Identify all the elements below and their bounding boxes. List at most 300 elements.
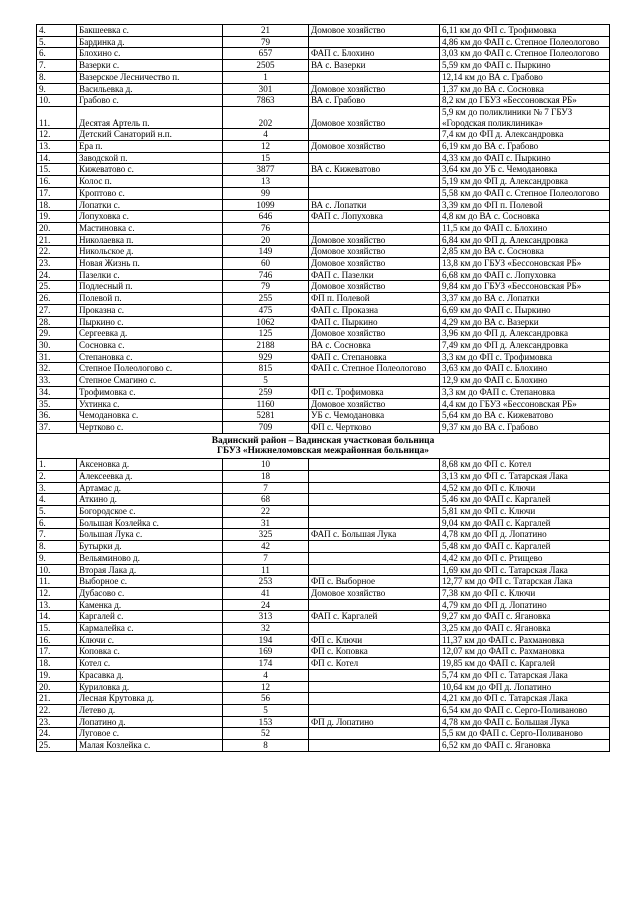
row-number-cell: 8. <box>37 541 77 553</box>
distance-cell: 7,38 км до ФП с. Ключи <box>440 587 610 599</box>
medical-facility-cell <box>309 623 440 635</box>
row-number-cell: 30. <box>37 339 77 351</box>
table-row <box>37 222 610 234</box>
table-row <box>37 258 610 270</box>
population-cell: 1099 <box>223 199 309 211</box>
row-number-cell: 27. <box>37 304 77 316</box>
settlement-name-cell: Сергеевка д. <box>77 328 223 340</box>
population-cell: 169 <box>223 646 309 658</box>
population-cell: 646 <box>223 211 309 223</box>
settlement-name-cell: Куриловка д. <box>77 681 223 693</box>
settlement-name-cell: Луговое с. <box>77 728 223 740</box>
settlement-name-cell: Трофимовка с. <box>77 386 223 398</box>
medical-facility-cell: ФП с. Ключи <box>309 634 440 646</box>
medical-facility-cell <box>309 36 440 48</box>
row-number-cell: 29. <box>37 328 77 340</box>
table-row <box>37 25 610 37</box>
table-row <box>37 681 610 693</box>
distance-cell: 2,85 км до ВА с. Сосновка <box>440 246 610 258</box>
population-cell: 56 <box>223 693 309 705</box>
settlement-name-cell: Богородское с. <box>77 506 223 518</box>
row-number-cell: 17. <box>37 646 77 658</box>
settlement-name-cell: Новая Жизнь п. <box>77 258 223 270</box>
population-cell: 52 <box>223 728 309 740</box>
settlement-name-cell: Детский Санаторий н.п. <box>77 129 223 141</box>
distance-cell: 5,19 км до ФП д. Александровка <box>440 176 610 188</box>
table-row <box>37 339 610 351</box>
row-number-cell: 25. <box>37 740 77 752</box>
distance-cell: 5,46 км до ФАП с. Каргалей <box>440 494 610 506</box>
table-row <box>37 716 610 728</box>
settlement-name-cell: Николаевка п. <box>77 234 223 246</box>
row-number-cell: 32. <box>37 363 77 375</box>
population-cell: 2188 <box>223 339 309 351</box>
settlement-name-cell: Артамас д. <box>77 482 223 494</box>
table-row <box>37 482 610 494</box>
settlement-name-cell: Заводской п. <box>77 152 223 164</box>
medical-facility-cell: ВА с. Кижеватово <box>309 164 440 176</box>
settlement-name-cell: Каргалей с. <box>77 611 223 623</box>
settlement-name-cell: Степановка с. <box>77 351 223 363</box>
distance-cell: 9,04 км до ФАП с. Каргалей <box>440 517 610 529</box>
medical-facility-cell: ФАП с. Блохино <box>309 48 440 60</box>
settlement-name-cell: Блохино с. <box>77 48 223 60</box>
distance-cell: 5,48 км до ФАП с. Каргалей <box>440 541 610 553</box>
row-number-cell: 31. <box>37 351 77 363</box>
row-number-cell: 4. <box>37 494 77 506</box>
population-cell: 153 <box>223 716 309 728</box>
medical-facility-cell: Домовое хозяйство <box>309 587 440 599</box>
settlements-table <box>36 24 610 752</box>
medical-facility-cell <box>309 517 440 529</box>
table-row <box>37 375 610 387</box>
population-cell: 22 <box>223 506 309 518</box>
settlement-name-cell: Летево д. <box>77 704 223 716</box>
distance-cell: 4,21 км до ФП с. Татарская Лака <box>440 693 610 705</box>
distance-cell: 3,96 км до ФП д. Александровка <box>440 328 610 340</box>
settlement-name-cell: Пазелки с. <box>77 269 223 281</box>
medical-facility-cell <box>309 681 440 693</box>
medical-facility-cell: Домовое хозяйство <box>309 141 440 153</box>
table-row <box>37 693 610 705</box>
medical-facility-cell: ФП с. Трофимовка <box>309 386 440 398</box>
table-row <box>37 281 610 293</box>
table-row <box>37 95 610 107</box>
population-cell: 259 <box>223 386 309 398</box>
settlement-name-cell: Ключи с. <box>77 634 223 646</box>
settlement-name-cell: Лопатино д. <box>77 716 223 728</box>
row-number-cell: 6. <box>37 48 77 60</box>
population-cell: 1062 <box>223 316 309 328</box>
row-number-cell: 10. <box>37 95 77 107</box>
medical-facility-cell <box>309 669 440 681</box>
population-cell: 709 <box>223 421 309 433</box>
population-cell: 76 <box>223 222 309 234</box>
population-cell: 79 <box>223 281 309 293</box>
medical-facility-cell: ВА с. Грабово <box>309 95 440 107</box>
population-cell: 301 <box>223 83 309 95</box>
row-number-cell: 24. <box>37 269 77 281</box>
row-number-cell: 12. <box>37 129 77 141</box>
distance-cell: 6,69 км до ФАП с. Пыркино <box>440 304 610 316</box>
distance-cell: 9,37 км до ВА с. Грабово <box>440 421 610 433</box>
settlement-name-cell: Колос п. <box>77 176 223 188</box>
population-cell: 68 <box>223 494 309 506</box>
medical-facility-cell <box>309 552 440 564</box>
medical-facility-cell <box>309 459 440 471</box>
table-row <box>37 421 610 433</box>
distance-cell: 4,33 км до ФАП с. Пыркино <box>440 152 610 164</box>
table-row <box>37 48 610 60</box>
row-number-cell: 7. <box>37 60 77 72</box>
table-row <box>37 506 610 518</box>
medical-facility-cell: ФАП с. Проказна <box>309 304 440 316</box>
medical-facility-cell: ФП с. Выборное <box>309 576 440 588</box>
distance-cell: 4,42 км до ФП с. Ртищево <box>440 552 610 564</box>
medical-facility-cell <box>309 704 440 716</box>
medical-facility-cell: ФАП с. Пазелки <box>309 269 440 281</box>
medical-facility-cell: ФАП с. Степное Полеологово <box>309 363 440 375</box>
settlement-name-cell: Алексеевка д. <box>77 470 223 482</box>
table-row <box>37 304 610 316</box>
population-cell: 21 <box>223 25 309 37</box>
settlement-name-cell: Проказна с. <box>77 304 223 316</box>
settlement-name-cell: Никольское д. <box>77 246 223 258</box>
distance-cell: 9,27 км до ФАП с. Ягановка <box>440 611 610 623</box>
settlement-name-cell: Вазерское Лесничество п. <box>77 71 223 83</box>
distance-cell: 4,8 км до ВА с. Сосновка <box>440 211 610 223</box>
row-number-cell: 20. <box>37 681 77 693</box>
population-cell: 15 <box>223 152 309 164</box>
settlement-name-cell: Красавка д. <box>77 669 223 681</box>
settlement-name-cell: Подлесный п. <box>77 281 223 293</box>
row-number-cell: 7. <box>37 529 77 541</box>
population-cell: 11 <box>223 564 309 576</box>
distance-cell: 5,74 км до ФП с. Татарская Лака <box>440 669 610 681</box>
medical-facility-cell: ВА с. Сосновка <box>309 339 440 351</box>
distance-cell: 4,29 км до ВА с. Вазерки <box>440 316 610 328</box>
population-cell: 2505 <box>223 60 309 72</box>
population-cell: 253 <box>223 576 309 588</box>
table-part-2 <box>37 459 610 752</box>
distance-cell: 3,3 км до ФАП с. Степановка <box>440 386 610 398</box>
settlement-name-cell: Кроптово с. <box>77 187 223 199</box>
population-cell: 929 <box>223 351 309 363</box>
medical-facility-cell <box>309 740 440 752</box>
row-number-cell: 13. <box>37 141 77 153</box>
population-cell: 313 <box>223 611 309 623</box>
settlement-name-cell: Лопуховка с. <box>77 211 223 223</box>
table-row <box>37 740 610 752</box>
medical-facility-cell: ФАП с. Большая Лука <box>309 529 440 541</box>
medical-facility-cell <box>309 71 440 83</box>
table-row <box>37 658 610 670</box>
row-number-cell: 18. <box>37 658 77 670</box>
population-cell: 99 <box>223 187 309 199</box>
distance-cell: 4,79 км до ФП д. Лопатино <box>440 599 610 611</box>
medical-facility-cell: ВА с. Вазерки <box>309 60 440 72</box>
table-row <box>37 71 610 83</box>
table-row <box>37 552 610 564</box>
medical-facility-cell <box>309 506 440 518</box>
distance-cell: 11,37 км до ФАП с. Рахмановка <box>440 634 610 646</box>
population-cell: 657 <box>223 48 309 60</box>
table-row <box>37 60 610 72</box>
settlement-name-cell: Коповка с. <box>77 646 223 658</box>
table-row <box>37 623 610 635</box>
table-row <box>37 293 610 305</box>
table-row <box>37 83 610 95</box>
distance-cell: 9,84 км до ГБУЗ «Бессоновская РБ» <box>440 281 610 293</box>
settlement-name-cell: Малая Козлейка с. <box>77 740 223 752</box>
population-cell: 1160 <box>223 398 309 410</box>
distance-cell: 5,59 км до ФАП с. Пыркино <box>440 60 610 72</box>
medical-facility-cell: Домовое хозяйство <box>309 25 440 37</box>
medical-facility-cell: Домовое хозяйство <box>309 398 440 410</box>
table-row <box>37 36 610 48</box>
medical-facility-cell <box>309 129 440 141</box>
table-row <box>37 576 610 588</box>
distance-cell: 6,54 км до ФАП с. Серго-Поливаново <box>440 704 610 716</box>
row-number-cell: 24. <box>37 728 77 740</box>
settlement-name-cell: Степное Полеологово с. <box>77 363 223 375</box>
medical-facility-cell: Домовое хозяйство <box>309 106 440 128</box>
population-cell: 5 <box>223 704 309 716</box>
distance-cell: 6,84 км до ФП д. Александровка <box>440 234 610 246</box>
population-cell: 7 <box>223 552 309 564</box>
table-row <box>37 269 610 281</box>
table-row <box>37 646 610 658</box>
section-header <box>37 433 610 459</box>
distance-cell: 4,78 км до ФАП с. Большая Лука <box>440 716 610 728</box>
row-number-cell: 12. <box>37 587 77 599</box>
distance-cell: 5,81 км до ФП с. Ключи <box>440 506 610 518</box>
population-cell: 475 <box>223 304 309 316</box>
row-number-cell: 5. <box>37 506 77 518</box>
distance-cell: 4,4 км до ГБУЗ «Бессоновская РБ» <box>440 398 610 410</box>
population-cell: 20 <box>223 234 309 246</box>
medical-facility-cell <box>309 494 440 506</box>
table-row <box>37 529 610 541</box>
settlement-name-cell: Выборное с. <box>77 576 223 588</box>
row-number-cell: 35. <box>37 398 77 410</box>
table-row <box>37 386 610 398</box>
settlement-name-cell: Сосновка с. <box>77 339 223 351</box>
population-cell: 3877 <box>223 164 309 176</box>
distance-cell: 5,5 км до ФАП с. Серго-Поливаново <box>440 728 610 740</box>
row-number-cell: 4. <box>37 25 77 37</box>
row-number-cell: 8. <box>37 71 77 83</box>
settlement-name-cell: Ухтинка с. <box>77 398 223 410</box>
row-number-cell: 11. <box>37 106 77 128</box>
medical-facility-cell <box>309 599 440 611</box>
table-row <box>37 410 610 422</box>
distance-cell: 7,4 км до ФП д. Александровка <box>440 129 610 141</box>
medical-facility-cell: ФП с. Коповка <box>309 646 440 658</box>
medical-facility-cell: ФП с. Котел <box>309 658 440 670</box>
population-cell: 41 <box>223 587 309 599</box>
settlement-name-cell: Васильевка д. <box>77 83 223 95</box>
row-number-cell: 17. <box>37 187 77 199</box>
table-row <box>37 316 610 328</box>
row-number-cell: 22. <box>37 246 77 258</box>
population-cell: 13 <box>223 176 309 188</box>
table-row <box>37 587 610 599</box>
table-row <box>37 106 610 128</box>
population-cell: 815 <box>223 363 309 375</box>
medical-facility-cell: ФАП с. Лопуховка <box>309 211 440 223</box>
distance-cell: 6,68 км до ФАП с. Лопуховка <box>440 269 610 281</box>
row-number-cell: 1. <box>37 459 77 471</box>
settlement-name-cell: Десятая Артель п. <box>77 106 223 128</box>
population-cell: 10 <box>223 459 309 471</box>
row-number-cell: 15. <box>37 623 77 635</box>
row-number-cell: 21. <box>37 693 77 705</box>
table-row <box>37 152 610 164</box>
medical-facility-cell <box>309 222 440 234</box>
settlement-name-cell: Кармалейка с. <box>77 623 223 635</box>
medical-facility-cell: ВА с. Лопатки <box>309 199 440 211</box>
row-number-cell: 34. <box>37 386 77 398</box>
settlement-name-cell: Котел с. <box>77 658 223 670</box>
row-number-cell: 28. <box>37 316 77 328</box>
distance-cell: 6,19 км до ВА с. Грабово <box>440 141 610 153</box>
settlement-name-cell: Аксеновка д. <box>77 459 223 471</box>
medical-facility-cell <box>309 176 440 188</box>
table-row <box>37 459 610 471</box>
population-cell: 12 <box>223 681 309 693</box>
population-cell: 8 <box>223 740 309 752</box>
medical-facility-cell: УБ с. Чемодановка <box>309 410 440 422</box>
population-cell: 7863 <box>223 95 309 107</box>
population-cell: 5281 <box>223 410 309 422</box>
medical-facility-cell <box>309 470 440 482</box>
table-row <box>37 634 610 646</box>
medical-facility-cell <box>309 693 440 705</box>
row-number-cell: 14. <box>37 611 77 623</box>
row-number-cell: 20. <box>37 222 77 234</box>
population-cell: 79 <box>223 36 309 48</box>
population-cell: 5 <box>223 375 309 387</box>
settlement-name-cell: Лесная Крутовка д. <box>77 693 223 705</box>
table-row <box>37 728 610 740</box>
row-number-cell: 2. <box>37 470 77 482</box>
population-cell: 325 <box>223 529 309 541</box>
medical-facility-cell: ФП с. Чертково <box>309 421 440 433</box>
population-cell: 7 <box>223 482 309 494</box>
row-number-cell: 9. <box>37 83 77 95</box>
table-row <box>37 176 610 188</box>
medical-facility-cell: Домовое хозяйство <box>309 258 440 270</box>
row-number-cell: 18. <box>37 199 77 211</box>
settlement-name-cell: Чемодановка с. <box>77 410 223 422</box>
settlement-name-cell: Дубасово с. <box>77 587 223 599</box>
section-title-hospital: ГБУЗ «Нижнеломовская межрайонная больница» <box>217 446 429 457</box>
distance-cell: 12,9 км до ФАП с. Блохино <box>440 375 610 387</box>
distance-cell: 12,07 км до ФАП с. Рахмановка <box>440 646 610 658</box>
settlement-name-cell: Кижеватово с. <box>77 164 223 176</box>
population-cell: 4 <box>223 669 309 681</box>
row-number-cell: 9. <box>37 552 77 564</box>
population-cell: 32 <box>223 623 309 635</box>
row-number-cell: 14. <box>37 152 77 164</box>
table-row <box>37 141 610 153</box>
settlement-name-cell: Большая Козлейка с. <box>77 517 223 529</box>
population-cell: 194 <box>223 634 309 646</box>
population-cell: 746 <box>223 269 309 281</box>
table-row <box>37 398 610 410</box>
settlement-name-cell: Вторая Лака д. <box>77 564 223 576</box>
population-cell: 202 <box>223 106 309 128</box>
distance-cell: 10,64 км до ФП д. Лопатино <box>440 681 610 693</box>
settlement-name-cell: Большая Лука с. <box>77 529 223 541</box>
medical-facility-cell <box>309 187 440 199</box>
distance-cell: 1,69 км до ФП с. Татарская Лака <box>440 564 610 576</box>
settlement-name-cell: Бутырки д. <box>77 541 223 553</box>
population-cell: 125 <box>223 328 309 340</box>
distance-cell: 3,37 км до ВА с. Лопатки <box>440 293 610 305</box>
settlement-name-cell: Степное Смагино с. <box>77 375 223 387</box>
distance-cell: 3,13 км до ФП с. Татарская Лака <box>440 470 610 482</box>
table-row <box>37 246 610 258</box>
row-number-cell: 19. <box>37 669 77 681</box>
row-number-cell: 37. <box>37 421 77 433</box>
table-row <box>37 494 610 506</box>
medical-facility-cell <box>309 728 440 740</box>
settlement-name-cell: Чертково с. <box>77 421 223 433</box>
settlement-name-cell: Ера п. <box>77 141 223 153</box>
table-row <box>37 541 610 553</box>
medical-facility-cell: Домовое хозяйство <box>309 328 440 340</box>
distance-cell: 4,52 км до ФП с. Ключи <box>440 482 610 494</box>
distance-cell: 3,39 км до ФП п. Полевой <box>440 199 610 211</box>
medical-facility-cell: ФАП с. Степановка <box>309 351 440 363</box>
table-row <box>37 599 610 611</box>
table-row <box>37 351 610 363</box>
section-title-district: Вадинский район – Вадинская участковая больница <box>211 435 435 446</box>
population-cell: 42 <box>223 541 309 553</box>
table-row <box>37 611 610 623</box>
distance-cell: 11,5 км до ФАП с. Блохино <box>440 222 610 234</box>
distance-cell: 5,58 км до ФАП с. Степное Полеологово <box>440 187 610 199</box>
population-cell: 24 <box>223 599 309 611</box>
distance-cell: 3,03 км до ФАП с. Степное Полеологово <box>440 48 610 60</box>
table-row <box>37 164 610 176</box>
settlement-name-cell: Аткино д. <box>77 494 223 506</box>
distance-cell: 8,68 км до ФП с. Котел <box>440 459 610 471</box>
distance-cell: 5,64 км до ВА с. Кижеватово <box>440 410 610 422</box>
medical-facility-cell: Домовое хозяйство <box>309 83 440 95</box>
table-row <box>37 328 610 340</box>
settlement-name-cell: Каменка д. <box>77 599 223 611</box>
table-part-1 <box>37 25 610 434</box>
medical-facility-cell <box>309 482 440 494</box>
medical-facility-cell <box>309 152 440 164</box>
row-number-cell: 26. <box>37 293 77 305</box>
medical-facility-cell: ФАП с. Пыркино <box>309 316 440 328</box>
medical-facility-cell: ФП д. Лопатино <box>309 716 440 728</box>
row-number-cell: 25. <box>37 281 77 293</box>
row-number-cell: 22. <box>37 704 77 716</box>
row-number-cell: 33. <box>37 375 77 387</box>
distance-cell: 7,49 км до ФП д. Александровка <box>440 339 610 351</box>
settlement-name-cell: Грабово с. <box>77 95 223 107</box>
row-number-cell: 6. <box>37 517 77 529</box>
population-cell: 1 <box>223 71 309 83</box>
table-row <box>37 199 610 211</box>
row-number-cell: 13. <box>37 599 77 611</box>
settlement-name-cell: Вазерки с. <box>77 60 223 72</box>
